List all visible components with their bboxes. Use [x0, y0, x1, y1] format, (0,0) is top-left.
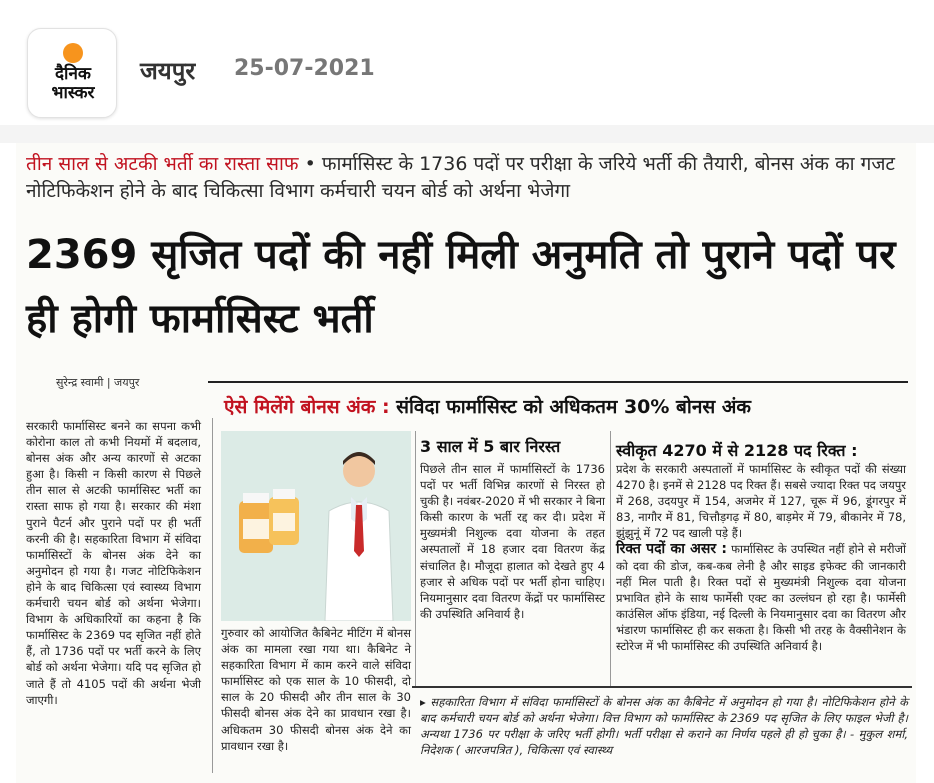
column-2-text: गुरुवार को आयोजित कैबिनेट मीटिंग में बोनस अंक का मामला रखा गया था। कैबिनेट ने सहकारिता विभाग में काम करने वाले संविदा फार्मासिस्ट को एक साल के 10 फीसदी, दो साल के 20 फीसदी और तीन साल के 30 फीसदी बोनस अंक देने का प्रावधान रखा है। अधिकतम 30 फीसदी बोनस अंक देने का प्रावधान रखा है।: [221, 626, 411, 753]
kicker-text: • फार्मासिस्ट के 1736 पदों पर परीक्षा के जरिये भर्ती की तैयारी, बोनस अंक का गजट नोटिफिकेशन होने के बाद चिकित्सा विभाग कर्मचारी चयन बोर्ड को अर्थना भेजेगा: [26, 153, 895, 202]
dainik-bhaskar-logo[interactable]: [27, 28, 117, 118]
column-4-text: [616, 461, 906, 654]
subhead: [224, 393, 914, 419]
quote-box: [412, 686, 912, 781]
column-1-text: सरकारी फार्मासिस्ट बनने का सपना कभी कोरोना काल तो कभी नियमों में बदलाव, बोनस अंक और अन्य कारणों से अटका हुआ है। किसी न किसी कारण से पिछले तीन साल से अटकी फार्मासिस्ट भर्ती का रास्ता साफ हो गया है। सरकार की मंशा पुराने पैटर्न और पुराने पदों पर ही भर्ती करनी की है। सहकारिता विभाग में संविदा फार्मासिस्टों के बोनस अंक देने का अनुमोदन हो गया है। गजट नोटिफिकेशन होने के बाद चिकित्सा एवं स्वास्थ्य विभाग कर्मचारी चयन बोर्ड को अर्थना भेजेगा। विभाग के अधिकारियों का कहना है कि फार्मासिस्ट के 2369 पद सृजित नहीं होते हैं, तो 1736 पदों पर भर्ती करने के लिए बोर्ड को अर्थना भेजेगा। यदि पद सृजित हो जाते हैं तो 4105 पदों की अर्थना भेजी जाएगी।: [26, 419, 201, 707]
column-3-title: 3 साल में 5 बार निरस्त: [420, 437, 561, 456]
column-divider: [610, 431, 611, 686]
byline: सुरेन्द्र स्वामी | जयपुर: [56, 376, 140, 389]
app-header: [0, 0, 934, 125]
column-4-title: स्वीकृत 4270 में से 2128 पद रिक्त :: [616, 441, 858, 460]
headline: 2369 सृजित पदों की नहीं मिली अनुमति तो पुराने पदों पर ही होगी फार्मासिस्ट भर्ती: [26, 232, 896, 342]
edition-date[interactable]: 25-07-2021: [234, 56, 375, 81]
edition-city[interactable]: जयपुर: [140, 57, 196, 85]
logo-line1: दैनिक: [55, 64, 91, 84]
subhead-highlight: ऐसे मिलेंगे बोनस अंक :: [224, 396, 390, 418]
sun-icon: [63, 43, 83, 63]
logo-line2: भास्कर: [51, 83, 95, 103]
pharmacist-illustration: [221, 431, 411, 621]
column-divider: [212, 418, 213, 773]
kicker: [26, 151, 906, 205]
column-4-subtitle: रिक्त पदों का असर :: [616, 541, 727, 558]
medicine-bottle-icon: [239, 489, 299, 553]
column-divider: [415, 431, 416, 686]
kicker-highlight: तीन साल से अटकी भर्ती का रास्ता साफ: [26, 153, 299, 175]
news-clipping[interactable]: [16, 143, 916, 783]
quote-text: ▸ सहकारिता विभाग में संविदा फार्मासिस्टों के बोनस अंक का कैबिनेट में अनुमोदन हो गया है। नोटिफिकेशन होने के बाद कर्मचारी चयन बोर्ड को अर्थना भेजेगा। वित्त विभाग को फार्मासिस्ट के 2369 पद सृजित के लिए फाइल भेजी है। अन्यथा 1736 पर परीक्षा के जरिए भर्ती होगी। भर्ती परीक्षा से कराने का निर्णय पहले ही हो चुका है। - मुकुल शर्मा, निदेशक ( आरजपत्रित ), चिकित्सा एवं स्वास्थ्य: [420, 695, 908, 757]
subhead-text: संविदा फार्मासिस्ट को अधिकतम 30% बोनस अंक: [389, 396, 751, 418]
column-3-text: पिछले तीन साल में फार्मासिस्टों के 1736 पदों पर भर्ती विभिन्न कारणों से निरस्त हो चुकी है। नवंबर-2020 में भी सरकार ने बिना किसी कारण के भर्ती रद्द कर दी। प्रदेश में मुख्यमंत्री निशुल्क दवा योजना के तहत अस्पतालों में 18 हजार दवा वितरण केंद्र संचालित है। मौजूदा हालात को देखते हुए 4 हजार से अधिक पदों पर भर्ती होना चाहिए। नियमानुसार दवा वितरण केंद्रों पर फार्मासिस्ट की उपस्थिति अनिवार्य है।: [420, 462, 605, 621]
column-4-body-2: फार्मासिस्ट के उपस्थित नहीं होने से मरीजों को दवा की डोज, कब-कब लेनी है और साइड इफेक्ट की जानकारी नहीं मिल पाती है। रिक्त पदों से मुख्यमंत्री निशुल्क दवा योजना प्रभावित होने के साथ फार्मेसी एक्ट का उल्लंघन हो रहा है। फार्मेसी काउंसिल ऑफ इंडिया, नई दिल्ली के नियमानुसार दवा का वितरण और भंडारण फार्मासिस्ट ही कर सकता है। किसी भी तरह के वैक्सीनेशन के स्टोरेज में भी फार्मासिस्ट की उपस्थिति अनिवार्य है।: [616, 542, 906, 654]
column-4-body: प्रदेश के सरकारी अस्पतालों में फार्मासिस्ट के स्वीकृत पदों की संख्या 4270 है। इनमें से 2128 पद रिक्त हैं। सबसे ज्यादा रिक्त पद जयपुर में 268, उदयपुर में 154, अजमेर में 127, चूरू में 96, डूंगरपुर में 83, नागौर में 81, चित्तौड़गढ़ में 80, बाड़मेर में 79, बीकानेर में 78, झुंझुनूं में 72 पद खाली पड़े हैं।: [616, 462, 906, 541]
divider: [208, 381, 908, 383]
divider: [0, 125, 934, 143]
